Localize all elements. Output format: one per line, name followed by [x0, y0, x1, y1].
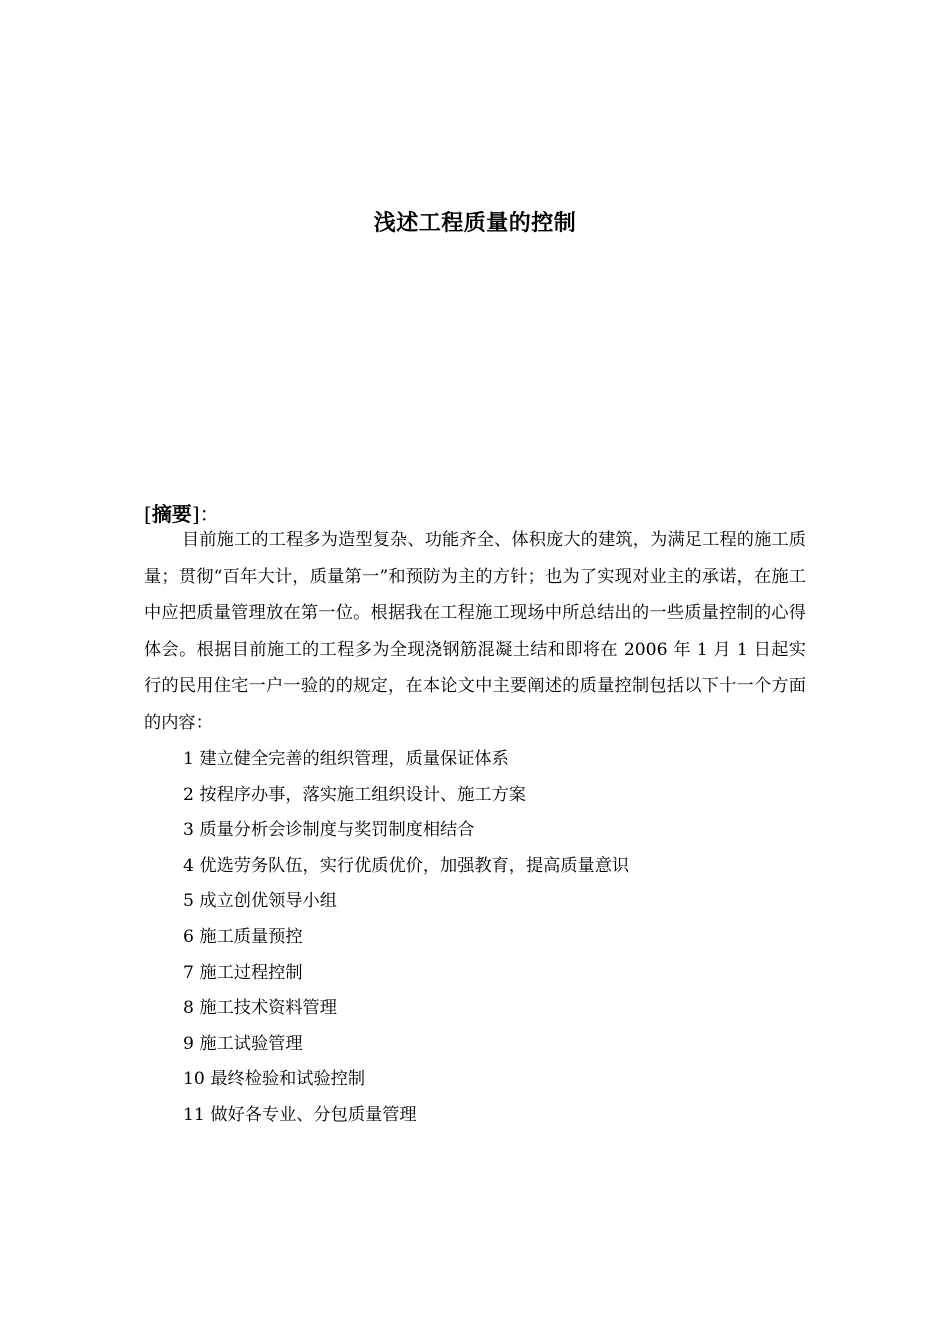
list-item: 10 最终检验和试验控制	[183, 1069, 366, 1090]
list-item: 1 建立健全完善的组织管理，质量保证体系	[183, 749, 509, 769]
abstract-close-bracket: ]：	[191, 502, 220, 526]
list-item: 2 按程序办事，落实施工组织设计、施工方案	[183, 784, 526, 805]
abstract-open-bracket: [	[144, 502, 152, 526]
abstract-label: 摘要	[151, 502, 192, 526]
list-item: 9 施工试验管理	[183, 1033, 303, 1054]
list-item: 5 成立创优领导小组	[183, 891, 337, 912]
list-item: 4 优选劳务队伍，实行优质优价，加强教育，提高质量意识	[183, 855, 630, 876]
list-item: 3 质量分析会诊制度与奖罚制度相结合	[183, 820, 475, 841]
abstract-item-list	[183, 742, 629, 1134]
abstract-body: 目前施工的工程多为造型复杂、功能齐全、体积庞大的建筑，为满足工程的施工质量；贯彻“百年大计，质量第一”和预防为主的方针；也为了实现对业主的承诺，在施工中应把质量管理放在第一位。根据我在工程施工现场中所总结出的一些质量控制的心得体会。根据目前施工的工程多为全现浇钢筋混凝土结和即将在 2006 年 1 月 1 日起实行的民用住宅一户一验的的规定，在本论文中主要阐述的质量控制包括以下十一个方面的内容：	[144, 530, 806, 733]
page-title: 浅述工程质量的控制	[373, 211, 577, 236]
list-item: 6 施工质量预控	[183, 926, 303, 947]
list-item: 11 做好各专业、分包质量管理	[183, 1104, 417, 1125]
list-item: 8 施工技术资料管理	[183, 998, 337, 1019]
list-item: 7 施工过程控制	[183, 962, 303, 983]
